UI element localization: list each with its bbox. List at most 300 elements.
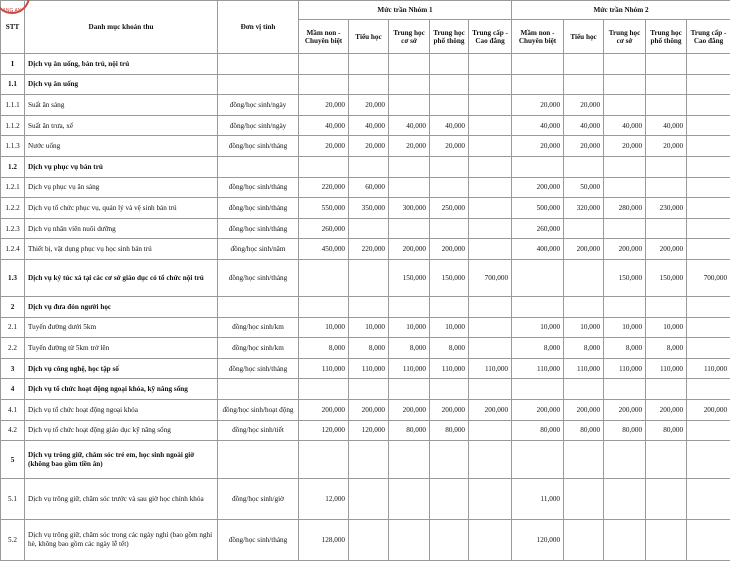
group-1-value: 200,000 <box>430 239 469 260</box>
group-1-value: 550,000 <box>299 198 349 219</box>
group-1-value <box>299 54 349 75</box>
group-2-value: 700,000 <box>687 259 730 296</box>
group-1-value <box>299 259 349 296</box>
row-stt: 5 <box>1 441 25 479</box>
group-1-value: 220,000 <box>349 239 389 260</box>
header-group-2: Mức trần Nhóm 2 <box>512 1 730 20</box>
group-2-value <box>604 177 646 198</box>
group-1-value: 40,000 <box>299 115 349 136</box>
group-1-value <box>389 441 430 479</box>
group-2-value <box>646 95 687 116</box>
group-1-value <box>299 156 349 177</box>
header-group-1: Mức trần Nhóm 1 <box>299 1 512 20</box>
group-2-value: 230,000 <box>646 198 687 219</box>
group-2-value <box>646 441 687 479</box>
group-1-value <box>469 218 512 239</box>
group-2-value <box>604 379 646 400</box>
row-item-name: Tuyến đường từ 5km trở lên <box>25 338 218 359</box>
group-2-value: 200,000 <box>687 399 730 420</box>
table-row <box>1 239 730 260</box>
group-1-value <box>389 54 430 75</box>
group-1-value <box>389 156 430 177</box>
group-1-value <box>430 479 469 520</box>
header-level: Tiểu học <box>564 20 604 54</box>
group-1-value <box>469 95 512 116</box>
row-stt: 2.2 <box>1 338 25 359</box>
group-2-value <box>687 54 730 75</box>
row-stt: 1.3 <box>1 259 25 296</box>
group-2-value: 110,000 <box>604 358 646 379</box>
group-1-value: 40,000 <box>430 115 469 136</box>
group-2-value: 150,000 <box>646 259 687 296</box>
header-level: Trung học phổ thông <box>646 20 687 54</box>
row-item-name: Dịch vụ công nghệ, học tập số <box>25 358 218 379</box>
official-seal <box>0 0 30 14</box>
row-unit: đồng/học sinh/tháng <box>218 136 299 157</box>
group-2-value <box>646 218 687 239</box>
table-row <box>1 479 730 520</box>
group-2-value: 110,000 <box>564 358 604 379</box>
group-1-value <box>389 296 430 317</box>
group-1-value <box>430 95 469 116</box>
row-unit: đồng/học sinh/hoạt động <box>218 399 299 420</box>
group-1-value <box>389 520 430 561</box>
group-1-value: 10,000 <box>430 317 469 338</box>
group-1-value <box>469 74 512 95</box>
group-1-value: 20,000 <box>430 136 469 157</box>
group-2-value: 80,000 <box>564 420 604 441</box>
row-stt: 4.1 <box>1 399 25 420</box>
row-unit: đồng/học sinh/tiết <box>218 420 299 441</box>
seal-ring <box>0 0 30 14</box>
group-1-value <box>469 115 512 136</box>
group-1-value: 110,000 <box>389 358 430 379</box>
table-row <box>1 177 730 198</box>
group-2-value: 10,000 <box>604 317 646 338</box>
group-2-value <box>512 54 564 75</box>
row-unit: đồng/học sinh/tháng <box>218 358 299 379</box>
group-2-value <box>604 296 646 317</box>
header-level: Trung cấp - Cao đẳng <box>469 20 512 54</box>
row-item-name: Dịch vụ ăn uống, bán trú, nội trú <box>25 54 218 75</box>
group-1-value: 110,000 <box>469 358 512 379</box>
group-2-value <box>646 296 687 317</box>
group-2-value <box>687 218 730 239</box>
group-2-value: 110,000 <box>687 358 730 379</box>
row-item-name: Dịch vụ ký túc xá tại các cơ sở giáo dục có tổ chức nội trú <box>25 259 218 296</box>
row-unit: đồng/học sinh/ngày <box>218 115 299 136</box>
group-2-value: 200,000 <box>512 177 564 198</box>
row-item-name: Suất ăn sáng <box>25 95 218 116</box>
group-1-value <box>430 177 469 198</box>
group-1-value <box>430 156 469 177</box>
group-2-value <box>687 74 730 95</box>
header-level: Tiểu học <box>349 20 389 54</box>
group-1-value <box>469 420 512 441</box>
group-1-value: 10,000 <box>389 317 430 338</box>
group-2-value <box>646 156 687 177</box>
group-1-value <box>469 54 512 75</box>
group-1-value: 20,000 <box>349 95 389 116</box>
group-1-value <box>430 54 469 75</box>
group-1-value: 350,000 <box>349 198 389 219</box>
group-2-value: 40,000 <box>564 115 604 136</box>
row-item-name: Dịch vụ tổ chức hoạt động ngoại khóa <box>25 399 218 420</box>
group-1-value: 10,000 <box>349 317 389 338</box>
row-item-name: Dịch vụ nhân viên nuôi dưỡng <box>25 218 218 239</box>
group-2-value <box>564 379 604 400</box>
row-unit: đồng/học sinh/ngày <box>218 95 299 116</box>
group-1-value: 8,000 <box>389 338 430 359</box>
group-1-value <box>349 479 389 520</box>
group-1-value <box>389 95 430 116</box>
row-item-name: Dịch vụ phục vụ bán trú <box>25 156 218 177</box>
group-1-value <box>349 296 389 317</box>
table-row <box>1 54 730 75</box>
group-2-value: 8,000 <box>646 338 687 359</box>
row-stt: 5.1 <box>1 479 25 520</box>
row-item-name: Suất ăn trưa, xế <box>25 115 218 136</box>
group-2-value: 8,000 <box>604 338 646 359</box>
seal-text: ANG AN <box>3 8 22 14</box>
table-row <box>1 317 730 338</box>
group-2-value: 40,000 <box>604 115 646 136</box>
group-1-value <box>469 156 512 177</box>
group-1-value: 12,000 <box>299 479 349 520</box>
header-unit: Đơn vị tính <box>218 1 299 54</box>
group-1-value <box>469 198 512 219</box>
table-row <box>1 520 730 561</box>
group-1-value: 150,000 <box>430 259 469 296</box>
row-unit <box>218 54 299 75</box>
group-1-value: 110,000 <box>430 358 469 379</box>
group-2-value <box>687 420 730 441</box>
group-2-value <box>604 54 646 75</box>
table-row <box>1 156 730 177</box>
group-1-value: 10,000 <box>299 317 349 338</box>
row-stt: 1.2.3 <box>1 218 25 239</box>
group-2-value <box>646 520 687 561</box>
group-1-value: 220,000 <box>299 177 349 198</box>
group-2-value <box>564 520 604 561</box>
group-1-value <box>430 379 469 400</box>
group-1-value <box>469 296 512 317</box>
group-1-value <box>430 296 469 317</box>
group-2-value: 10,000 <box>646 317 687 338</box>
row-stt: 1.1 <box>1 74 25 95</box>
row-unit <box>218 296 299 317</box>
table-row <box>1 358 730 379</box>
row-item-name: Dịch vụ tổ chức hoạt động giáo dục kỹ năng sống <box>25 420 218 441</box>
table-row <box>1 296 730 317</box>
group-2-value <box>687 296 730 317</box>
group-1-value <box>469 479 512 520</box>
group-2-value <box>687 520 730 561</box>
group-1-value: 20,000 <box>299 95 349 116</box>
row-unit: đồng/học sinh/km <box>218 317 299 338</box>
group-1-value: 60,000 <box>349 177 389 198</box>
row-item-name: Dịch vụ phục vụ ăn sáng <box>25 177 218 198</box>
group-1-value <box>469 136 512 157</box>
group-1-value <box>349 54 389 75</box>
group-1-value: 200,000 <box>389 239 430 260</box>
group-1-value <box>389 218 430 239</box>
row-stt: 3 <box>1 358 25 379</box>
group-1-value <box>430 74 469 95</box>
table-row <box>1 218 730 239</box>
group-2-value <box>687 239 730 260</box>
table-row <box>1 420 730 441</box>
group-2-value <box>564 74 604 95</box>
group-2-value <box>646 74 687 95</box>
group-2-value <box>604 74 646 95</box>
table-row <box>1 379 730 400</box>
group-2-value: 11,000 <box>512 479 564 520</box>
table-row <box>1 95 730 116</box>
group-2-value: 400,000 <box>512 239 564 260</box>
table-row <box>1 338 730 359</box>
group-1-value: 250,000 <box>430 198 469 219</box>
group-2-value: 8,000 <box>512 338 564 359</box>
group-1-value <box>430 218 469 239</box>
group-1-value <box>469 177 512 198</box>
group-2-value: 200,000 <box>646 239 687 260</box>
group-1-value <box>349 259 389 296</box>
group-1-value <box>469 317 512 338</box>
group-1-value <box>349 441 389 479</box>
group-2-value: 260,000 <box>512 218 564 239</box>
group-2-value <box>687 379 730 400</box>
group-1-value: 8,000 <box>349 338 389 359</box>
table-row <box>1 198 730 219</box>
group-1-value: 40,000 <box>349 115 389 136</box>
group-2-value: 50,000 <box>564 177 604 198</box>
group-1-value: 110,000 <box>349 358 389 379</box>
group-1-value: 120,000 <box>349 420 389 441</box>
group-2-value <box>604 156 646 177</box>
group-1-value <box>430 441 469 479</box>
row-stt: 1.2.2 <box>1 198 25 219</box>
row-unit: đồng/học sinh/tháng <box>218 198 299 219</box>
group-2-value <box>512 156 564 177</box>
group-2-value: 40,000 <box>646 115 687 136</box>
group-2-value: 200,000 <box>564 239 604 260</box>
group-1-value: 450,000 <box>299 239 349 260</box>
row-stt: 4 <box>1 379 25 400</box>
group-1-value: 700,000 <box>469 259 512 296</box>
row-stt: 1.2 <box>1 156 25 177</box>
group-2-value: 200,000 <box>564 399 604 420</box>
group-1-value <box>299 296 349 317</box>
row-item-name: Dịch vụ tổ chức hoạt động ngoại khóa, kỹ năng sống <box>25 379 218 400</box>
row-stt: I <box>1 54 25 75</box>
group-1-value: 200,000 <box>389 399 430 420</box>
group-1-value: 80,000 <box>430 420 469 441</box>
row-unit <box>218 156 299 177</box>
row-stt: 2.1 <box>1 317 25 338</box>
group-2-value: 10,000 <box>512 317 564 338</box>
group-1-value: 200,000 <box>299 399 349 420</box>
group-1-value: 20,000 <box>389 136 430 157</box>
group-1-value <box>299 379 349 400</box>
group-2-value <box>564 54 604 75</box>
row-item-name: Tuyến đường dưới 5km <box>25 317 218 338</box>
group-1-value: 200,000 <box>469 399 512 420</box>
group-2-value: 10,000 <box>564 317 604 338</box>
row-unit <box>218 441 299 479</box>
group-1-value: 20,000 <box>299 136 349 157</box>
group-2-value <box>564 479 604 520</box>
group-1-value: 260,000 <box>299 218 349 239</box>
group-2-value <box>564 296 604 317</box>
group-1-value: 200,000 <box>349 399 389 420</box>
table-row <box>1 74 730 95</box>
group-2-value: 200,000 <box>512 399 564 420</box>
group-2-value: 20,000 <box>646 136 687 157</box>
header-level: Trung học cơ sở <box>604 20 646 54</box>
group-1-value: 150,000 <box>389 259 430 296</box>
group-1-value <box>469 441 512 479</box>
row-unit: đồng/học sinh/km <box>218 338 299 359</box>
group-2-value: 110,000 <box>512 358 564 379</box>
row-unit: đồng/học sinh/tháng <box>218 177 299 198</box>
header-level: Mầm non - Chuyên biệt <box>299 20 349 54</box>
group-1-value: 40,000 <box>389 115 430 136</box>
group-1-value: 20,000 <box>349 136 389 157</box>
group-2-value <box>512 296 564 317</box>
group-2-value: 80,000 <box>512 420 564 441</box>
group-2-value <box>687 198 730 219</box>
group-2-value: 200,000 <box>604 399 646 420</box>
group-1-value <box>299 441 349 479</box>
group-2-value <box>687 95 730 116</box>
group-1-value: 8,000 <box>430 338 469 359</box>
group-2-value: 8,000 <box>564 338 604 359</box>
header-level: Mầm non - Chuyên biệt <box>512 20 564 54</box>
group-2-value <box>564 156 604 177</box>
group-1-value <box>349 520 389 561</box>
group-1-value <box>299 74 349 95</box>
table-row <box>1 115 730 136</box>
group-1-value: 80,000 <box>389 420 430 441</box>
group-2-value <box>564 441 604 479</box>
group-1-value <box>349 156 389 177</box>
header-item: Danh mục khoản thu <box>25 1 218 54</box>
group-2-value <box>512 379 564 400</box>
header-level: Trung học cơ sở <box>389 20 430 54</box>
group-1-value <box>349 74 389 95</box>
table-row <box>1 136 730 157</box>
table-row <box>1 399 730 420</box>
row-item-name: Thiết bị, vật dụng phục vụ học sinh bán trú <box>25 239 218 260</box>
group-2-value: 20,000 <box>564 136 604 157</box>
group-2-value: 200,000 <box>646 399 687 420</box>
row-unit <box>218 74 299 95</box>
row-stt: 5.2 <box>1 520 25 561</box>
group-2-value <box>564 218 604 239</box>
group-2-value <box>512 259 564 296</box>
group-2-value: 20,000 <box>564 95 604 116</box>
group-1-value: 8,000 <box>299 338 349 359</box>
row-unit: đồng/học sinh/năm <box>218 239 299 260</box>
row-stt: 1.1.2 <box>1 115 25 136</box>
group-2-value <box>604 520 646 561</box>
group-2-value: 320,000 <box>564 198 604 219</box>
group-1-value <box>389 379 430 400</box>
row-stt: 1.1.3 <box>1 136 25 157</box>
row-stt: 1.2.4 <box>1 239 25 260</box>
group-1-value <box>389 177 430 198</box>
row-item-name: Dịch vụ trông giữ, chăm sóc trong các ngày nghỉ (bao gồm nghỉ hè, không bao gồm các ngày lễ tết) <box>25 520 218 561</box>
group-2-value <box>564 259 604 296</box>
row-stt: 1.1.1 <box>1 95 25 116</box>
group-2-value <box>687 115 730 136</box>
row-item-name: Dịch vụ trông giữ, chăm sóc trước và sau giờ học chính khóa <box>25 479 218 520</box>
group-2-value <box>646 177 687 198</box>
group-2-value: 120,000 <box>512 520 564 561</box>
row-unit: đồng/học sinh/tháng <box>218 259 299 296</box>
group-1-value <box>349 218 389 239</box>
group-1-value: 120,000 <box>299 420 349 441</box>
group-1-value <box>430 520 469 561</box>
row-unit <box>218 379 299 400</box>
row-stt: 4.2 <box>1 420 25 441</box>
group-2-value: 20,000 <box>512 136 564 157</box>
row-item-name: Dịch vụ tổ chức phục vụ, quản lý và vệ sinh bán trú <box>25 198 218 219</box>
header-level: Trung cấp - Cao đẳng <box>687 20 730 54</box>
group-1-value: 110,000 <box>299 358 349 379</box>
row-unit: đồng/học sinh/tháng <box>218 520 299 561</box>
group-1-value <box>469 379 512 400</box>
group-2-value: 280,000 <box>604 198 646 219</box>
row-stt: 2 <box>1 296 25 317</box>
group-2-value <box>687 479 730 520</box>
row-stt: 1.2.1 <box>1 177 25 198</box>
group-1-value: 128,000 <box>299 520 349 561</box>
group-2-value: 110,000 <box>646 358 687 379</box>
header-stt: STT <box>1 1 25 54</box>
group-2-value <box>687 136 730 157</box>
group-1-value <box>469 338 512 359</box>
group-2-value: 80,000 <box>646 420 687 441</box>
group-2-value <box>646 479 687 520</box>
row-item-name: Dịch vụ đưa đón người học <box>25 296 218 317</box>
row-item-name: Dịch vụ trông giữ, chăm sóc trẻ em, học sinh ngoài giờ (không bao gồm tiền ăn) <box>25 441 218 479</box>
group-2-value <box>512 74 564 95</box>
row-item-name: Nước uống <box>25 136 218 157</box>
group-2-value <box>687 441 730 479</box>
row-unit: đồng/học sinh/tháng <box>218 218 299 239</box>
group-2-value <box>604 218 646 239</box>
group-1-value <box>389 479 430 520</box>
group-2-value <box>512 441 564 479</box>
group-2-value <box>687 338 730 359</box>
group-2-value: 40,000 <box>512 115 564 136</box>
row-item-name: Dịch vụ ăn uống <box>25 74 218 95</box>
group-2-value <box>604 95 646 116</box>
table-row <box>1 259 730 296</box>
header-level: Trung học phổ thông <box>430 20 469 54</box>
group-2-value: 200,000 <box>604 239 646 260</box>
group-2-value <box>604 479 646 520</box>
group-2-value: 80,000 <box>604 420 646 441</box>
group-1-value: 300,000 <box>389 198 430 219</box>
group-1-value <box>349 379 389 400</box>
group-2-value: 20,000 <box>512 95 564 116</box>
group-2-value: 20,000 <box>604 136 646 157</box>
group-2-value: 500,000 <box>512 198 564 219</box>
group-1-value <box>469 520 512 561</box>
